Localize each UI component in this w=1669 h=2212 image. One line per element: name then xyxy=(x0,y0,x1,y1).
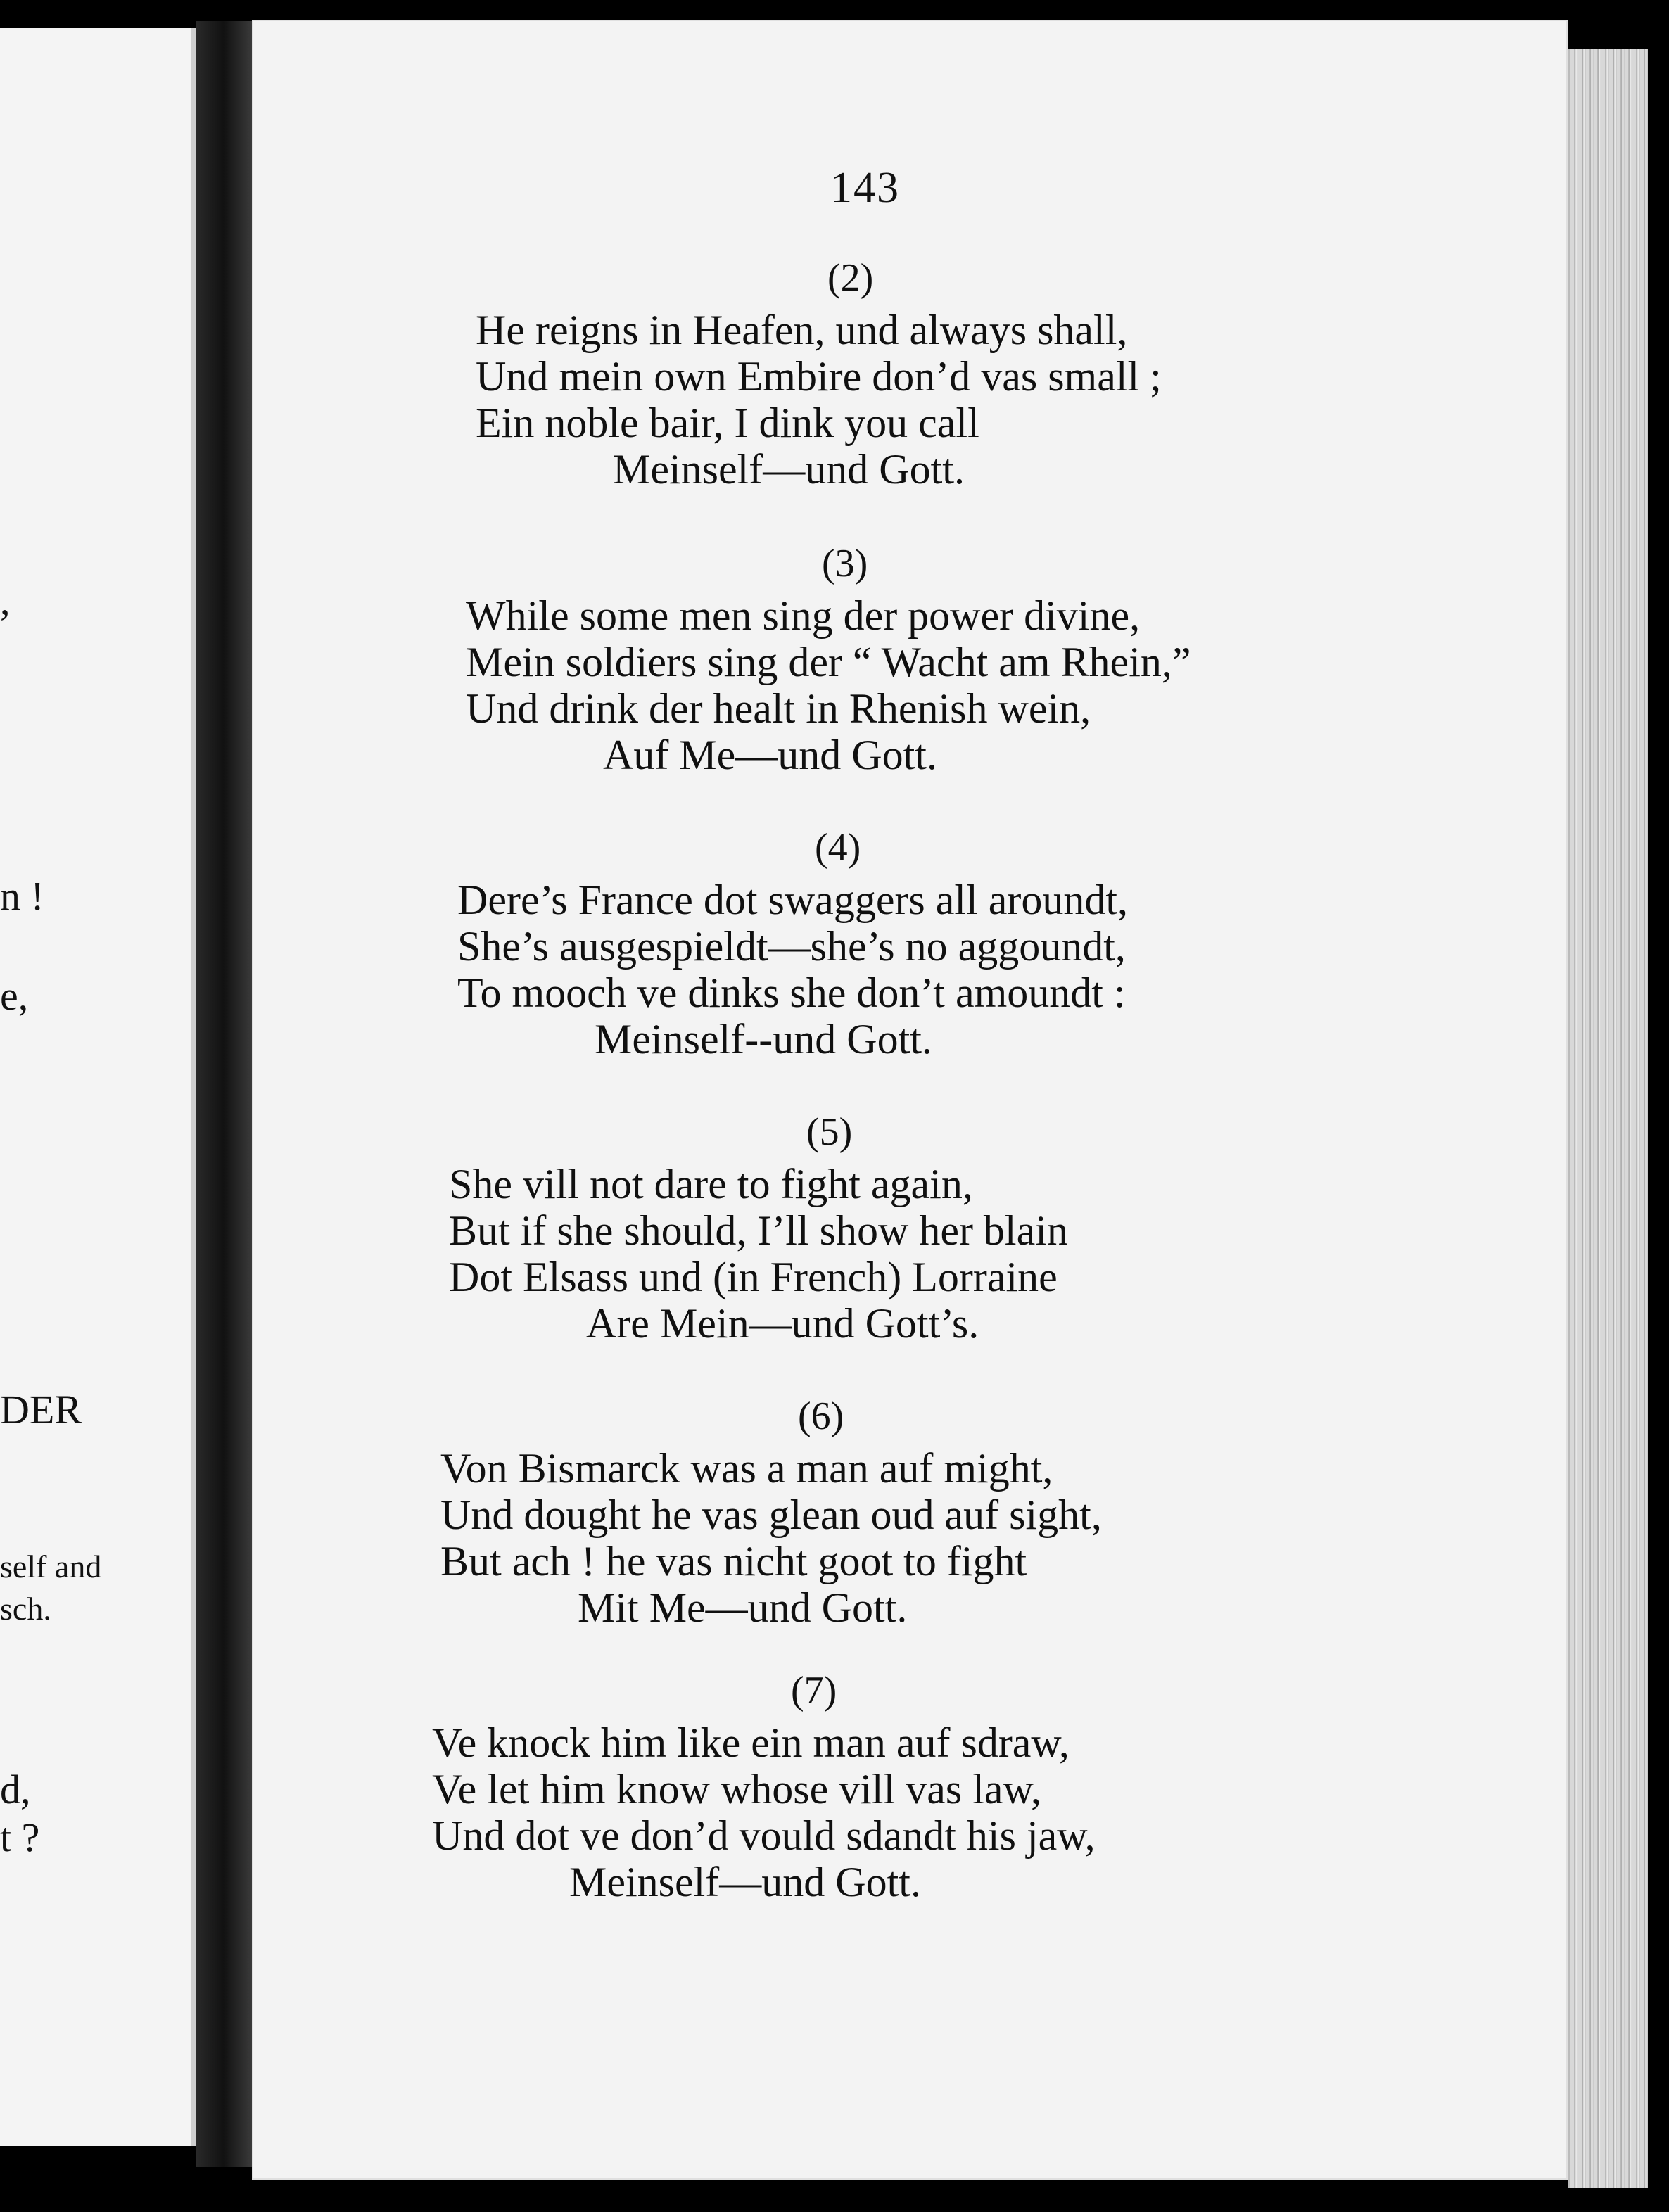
verse-line: He reigns in Heafen, und always shall, xyxy=(476,307,1128,353)
verse-line: To mooch ve dinks she don’t amoundt : xyxy=(457,970,1126,1016)
verse-refrain: Are Mein—und Gott’s. xyxy=(586,1300,979,1347)
verse-line: Von Bismarck was a man auf might, xyxy=(440,1445,1053,1492)
book-gutter xyxy=(196,21,252,2167)
verse-refrain: Meinself--und Gott. xyxy=(595,1016,932,1062)
verse-line: She’s ausgespieldt—she’s no aggoundt, xyxy=(457,923,1126,970)
left-page-fragment: , xyxy=(0,578,11,623)
left-page-fragment: n ! xyxy=(0,873,44,919)
verse-line: While some men sing der power divine, xyxy=(466,592,1141,639)
left-page-fragment: d, xyxy=(0,1767,31,1812)
stanza-number: (3) xyxy=(822,542,868,585)
left-page-fragment: sch. xyxy=(0,1591,51,1627)
verse-refrain: Meinself—und Gott. xyxy=(569,1859,921,1905)
stanza-number: (6) xyxy=(798,1394,844,1438)
left-page-fragment: t ? xyxy=(0,1814,40,1860)
left-page-fragment: e, xyxy=(0,973,29,1019)
left-page-fragment: self and xyxy=(0,1549,102,1584)
verse-line: Dot Elsass und (in French) Lorraine xyxy=(449,1254,1058,1300)
stanza-number: (5) xyxy=(806,1110,853,1154)
left-facing-page xyxy=(0,28,196,2146)
page-edges xyxy=(1568,49,1648,2188)
verse-line: Und drink der healt in Rhenish wein, xyxy=(466,685,1091,732)
left-page-fragment: DER xyxy=(0,1387,82,1432)
verse-line: But if she should, I’ll show her blain xyxy=(449,1207,1068,1254)
verse-refrain: Auf Me—und Gott. xyxy=(603,732,937,778)
verse-line: Ein noble bair, I dink you call xyxy=(476,400,979,446)
verse-line: But ach ! he vas nicht goot to fight xyxy=(440,1538,1027,1584)
verse-refrain: Mit Me—und Gott. xyxy=(578,1584,908,1631)
verse-line: She vill not dare to fight again, xyxy=(449,1161,973,1207)
verse-line: Und dot ve don’d vould sdandt his jaw, xyxy=(432,1812,1096,1859)
stanza-6 xyxy=(440,1392,1102,1631)
stanza-number: (2) xyxy=(827,256,874,300)
verse-line: Und dought he vas glean oud auf sight, xyxy=(440,1492,1102,1538)
verse-line: Ve knock him like ein man auf sdraw, xyxy=(432,1720,1070,1766)
page-number: 143 xyxy=(830,164,900,212)
verse-line: Dere’s France dot swaggers all aroundt, xyxy=(457,877,1129,923)
verse-line: Und mein own Embire don’d vas small ; xyxy=(476,353,1162,400)
stanza-2 xyxy=(476,253,1162,492)
verse-line: Mein soldiers sing der “ Wacht am Rhein,” xyxy=(466,639,1191,685)
stanza-number: (4) xyxy=(815,826,861,870)
stanza-number: (7) xyxy=(791,1669,837,1712)
stanza-7 xyxy=(432,1666,1096,1905)
stanza-3 xyxy=(466,539,1191,778)
verse-line: Ve let him know whose vill vas law, xyxy=(432,1766,1041,1812)
verse-refrain: Meinself—und Gott. xyxy=(613,446,965,492)
stanza-5 xyxy=(449,1107,1068,1347)
stanza-4 xyxy=(457,823,1128,1062)
